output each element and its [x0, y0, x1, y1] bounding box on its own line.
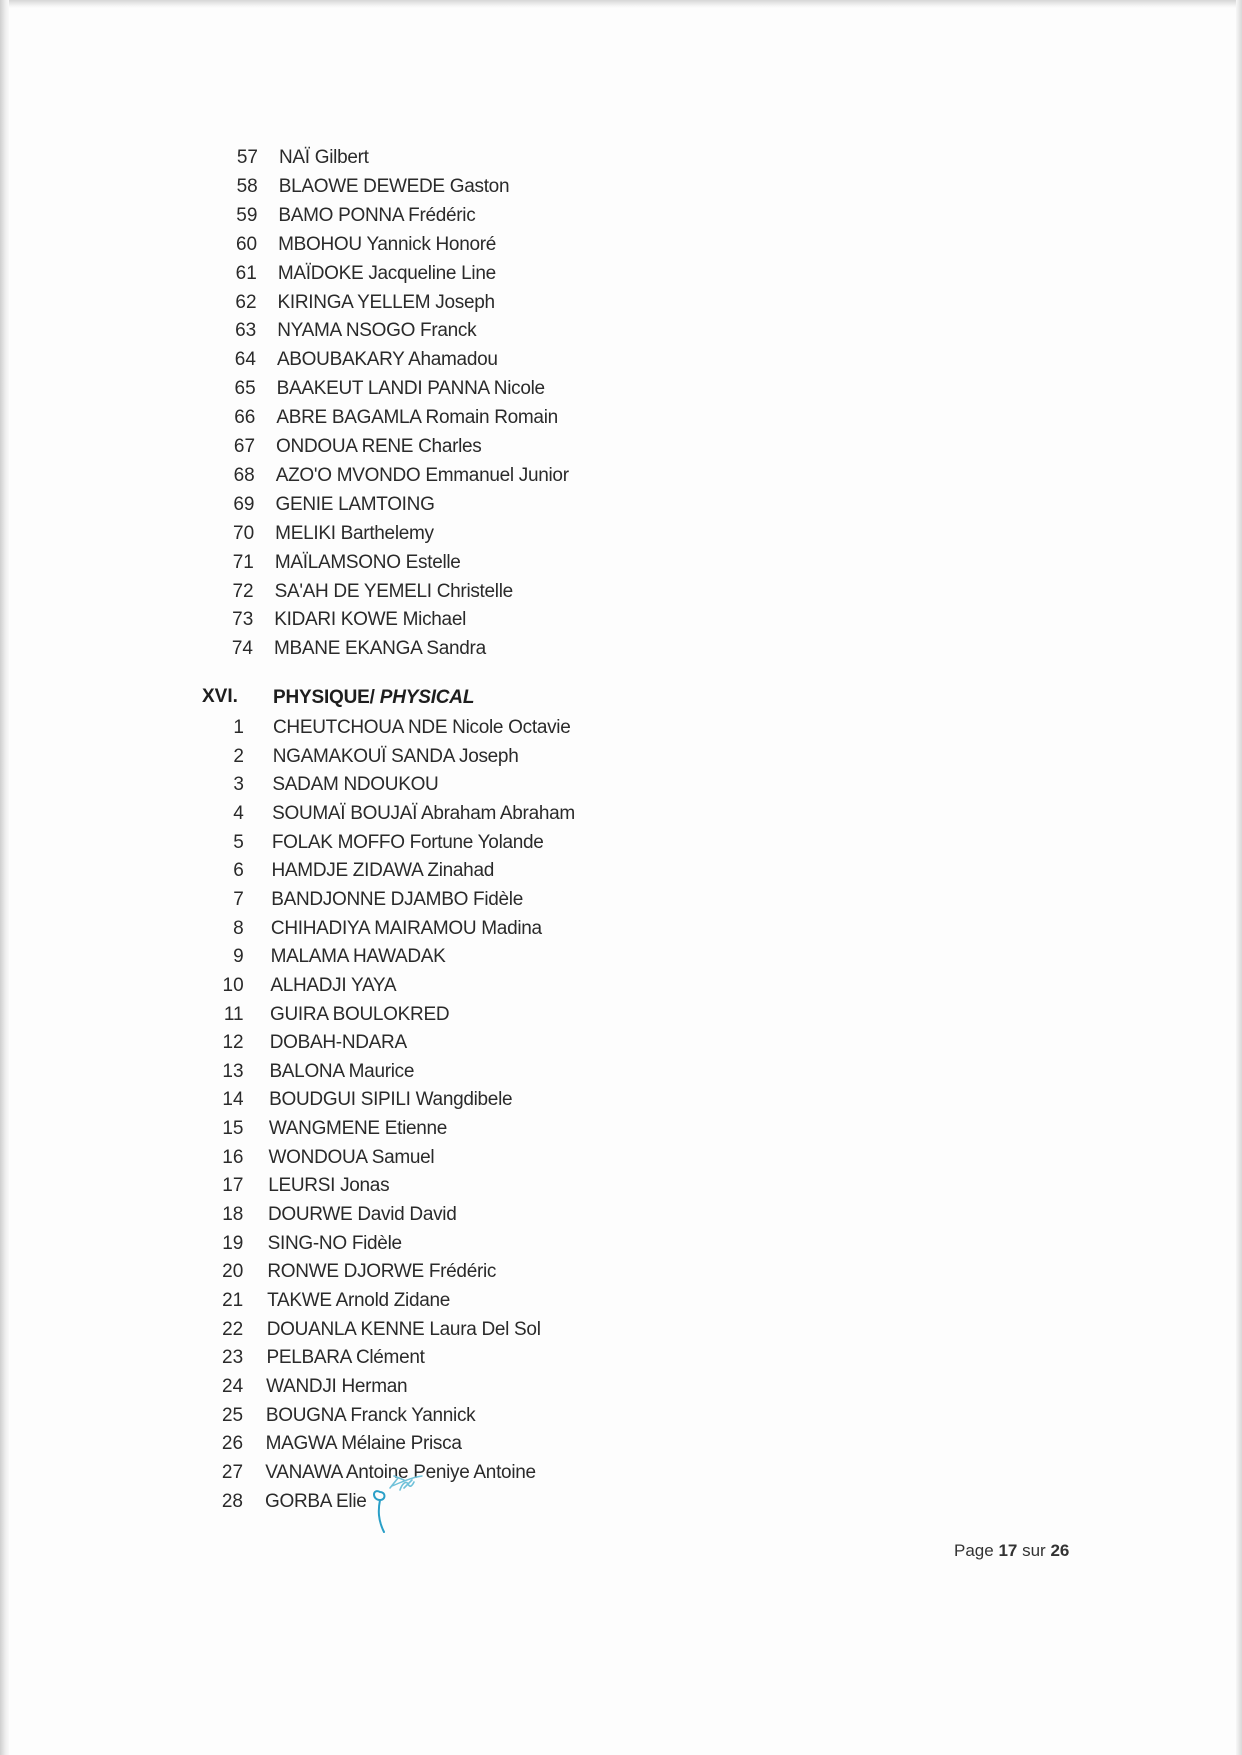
- list-item-name: FOLAK MOFFO Fortune Yolande: [271, 831, 544, 853]
- list-item-number: 26: [221, 1433, 244, 1455]
- signature-initials: [368, 1470, 428, 1535]
- list-item-number: 14: [222, 1089, 244, 1111]
- list-item-name: WONDOUA Samuel: [268, 1146, 435, 1168]
- list-item-name: MAGWA Mélaine Prisca: [265, 1433, 462, 1455]
- list-item-name: TAKWE Arnold Zidane: [267, 1290, 451, 1311]
- list-item-number: 11: [223, 1003, 244, 1025]
- list-item-name: MBANE EKANGA Sandra: [274, 638, 486, 660]
- list-item-number: 21: [222, 1290, 244, 1311]
- list-item-number: 6: [233, 860, 244, 882]
- list-item-name: ABRE BAGAMLA Romain Romain: [276, 407, 558, 429]
- list-item-name: BOUDGUI SIPILI Wangdibele: [269, 1089, 513, 1111]
- list-item-name: CHIHADIYA MAIRAMOU Madina: [270, 917, 542, 939]
- list-item-name: PELBARA Clément: [266, 1347, 425, 1369]
- list-item-number: 68: [233, 464, 255, 486]
- list-item-name: KIRINGA YELLEM Joseph: [277, 291, 495, 313]
- list-item-name: BAMO PONNA Frédéric: [278, 204, 476, 226]
- list-item-number: 69: [233, 493, 255, 515]
- list-item-number: 4: [233, 802, 244, 824]
- list-item-name: LEURSI Jonas: [268, 1175, 390, 1197]
- list-item-number: 8: [233, 917, 244, 939]
- list-item-number: 22: [222, 1318, 244, 1340]
- list-item-number: 72: [232, 580, 254, 602]
- list-item-name: BAAKEUT LANDI PANNA Nicole: [276, 378, 545, 400]
- list-item-number: 5: [233, 831, 244, 853]
- list-item-name: DOURWE David David: [267, 1204, 457, 1226]
- section-title-en: PHYSICAL: [379, 687, 475, 708]
- list-item-number: 20: [222, 1261, 244, 1283]
- list-item-number: 73: [232, 609, 254, 631]
- list-item-number: 64: [234, 349, 256, 371]
- list-item-number: 7: [233, 888, 244, 910]
- list-item-number: 60: [235, 233, 258, 255]
- list-item-name: NGAMAKOUÏ SANDA Joseph: [272, 745, 519, 767]
- list-item-name: VANAWA Antoine Peniye Antoine: [265, 1461, 536, 1483]
- list-item-number: 15: [222, 1118, 244, 1140]
- list-item-number: 1: [233, 717, 244, 738]
- page-footer: [954, 1540, 1069, 1562]
- list-item-name: BANDJONNE DJAMBO Fidèle: [271, 888, 523, 910]
- list-item-number: 70: [233, 522, 255, 544]
- list-item-number: 28: [221, 1490, 243, 1512]
- list-item-name: NYAMA NSOGO Franck: [277, 320, 477, 342]
- list-item-name: KIDARI KOWE Michael: [274, 609, 467, 631]
- list-item-name: MAÏLAMSONO Estelle: [274, 551, 461, 573]
- list-item-name: MALAMA HAWADAK: [270, 946, 446, 968]
- section-number: XVI.: [202, 686, 238, 707]
- section-title-fr: PHYSIQUE/: [273, 687, 375, 708]
- list-item-name: SADAM NDOUKOU: [272, 774, 439, 796]
- list-item-number: 57: [236, 147, 258, 168]
- list-item-name: ONDOUA RENE Charles: [276, 436, 482, 457]
- list-item-number: 59: [236, 204, 258, 226]
- list-item-number: 65: [234, 378, 256, 400]
- list-item-name: ABOUBAKARY Ahamadou: [276, 349, 498, 371]
- section-title: [273, 686, 474, 710]
- list-item-number: 3: [233, 774, 244, 796]
- list-item-name: RONWE DJORWE Frédéric: [267, 1261, 497, 1283]
- list-item-name: GUIRA BOULOKRED: [270, 1003, 450, 1025]
- list-item-name: MELIKI Barthelemy: [275, 522, 434, 544]
- list-item-name: AZO'O MVONDO Emmanuel Junior: [275, 464, 569, 486]
- list-item-name: ALHADJI YAYA: [270, 974, 397, 996]
- list-item-name: MBOHOU Yannick Honoré: [278, 233, 497, 255]
- list-item-number: 9: [233, 946, 244, 968]
- list-item-number: 27: [221, 1461, 244, 1483]
- list-item-number: 58: [236, 175, 258, 197]
- list-item-name: CHEUTCHOUA NDE Nicole Octavie: [273, 717, 571, 738]
- list-item-number: 24: [222, 1375, 244, 1397]
- list-item-name: GENIE LAMTOING: [275, 493, 435, 515]
- list-item-number: 71: [232, 551, 254, 573]
- list-item-name: MAÏDOKE Jacqueline Line: [277, 262, 496, 284]
- list-item-name: GORBA Elie: [265, 1490, 367, 1512]
- list-item-number: 18: [222, 1204, 244, 1226]
- scan-edge-right: [1236, 0, 1242, 1755]
- list-item-name: BALONA Maurice: [269, 1060, 415, 1082]
- list-item-name: DOUANLA KENNE Laura Del Sol: [266, 1318, 541, 1340]
- list-item-name: BLAOWE DEWEDE Gaston: [278, 175, 510, 197]
- list-item-name: SING-NO Fidèle: [267, 1232, 402, 1254]
- footer-total-pages: 26: [1050, 1541, 1070, 1560]
- list-item-name: WANGMENE Etienne: [268, 1118, 448, 1140]
- list-item-number: 66: [234, 407, 256, 429]
- list-item-number: 19: [222, 1232, 244, 1254]
- list-item-number: 12: [222, 1032, 244, 1054]
- list-item-name: HAMDJE ZIDAWA Zinahad: [271, 860, 494, 882]
- list-item-number: 23: [222, 1347, 244, 1369]
- footer-page-word: Page: [954, 1541, 994, 1560]
- list-item-name: WANDJI Herman: [266, 1375, 408, 1397]
- list-item-number: 61: [235, 262, 257, 284]
- list-item-number: 13: [222, 1060, 244, 1082]
- footer-current-page: 17: [998, 1541, 1018, 1560]
- list-item-number: 67: [233, 436, 256, 457]
- list-item-number: 62: [235, 291, 257, 313]
- list-item-number: 16: [222, 1146, 244, 1168]
- list-item-number: 2: [233, 745, 244, 767]
- list-item-number: 74: [231, 638, 253, 660]
- scan-edge-left: [0, 0, 9, 1755]
- list-item-name: SOUMAÏ BOUJAÏ Abraham Abraham: [272, 802, 575, 824]
- list-item-number: 63: [235, 320, 257, 342]
- list-item-name: BOUGNA Franck Yannick: [265, 1404, 476, 1426]
- list-item-name: NAÏ Gilbert: [279, 147, 369, 168]
- scan-edge-top: [0, 0, 1242, 8]
- list-item-number: 25: [221, 1404, 244, 1426]
- footer-sur-word: sur: [1022, 1541, 1046, 1560]
- list-item-name: DOBAH-NDARA: [269, 1032, 407, 1054]
- list-item-number: 17: [222, 1175, 244, 1197]
- list-item-name: SA'AH DE YEMELI Christelle: [274, 580, 513, 602]
- list-item-number: 10: [222, 974, 244, 996]
